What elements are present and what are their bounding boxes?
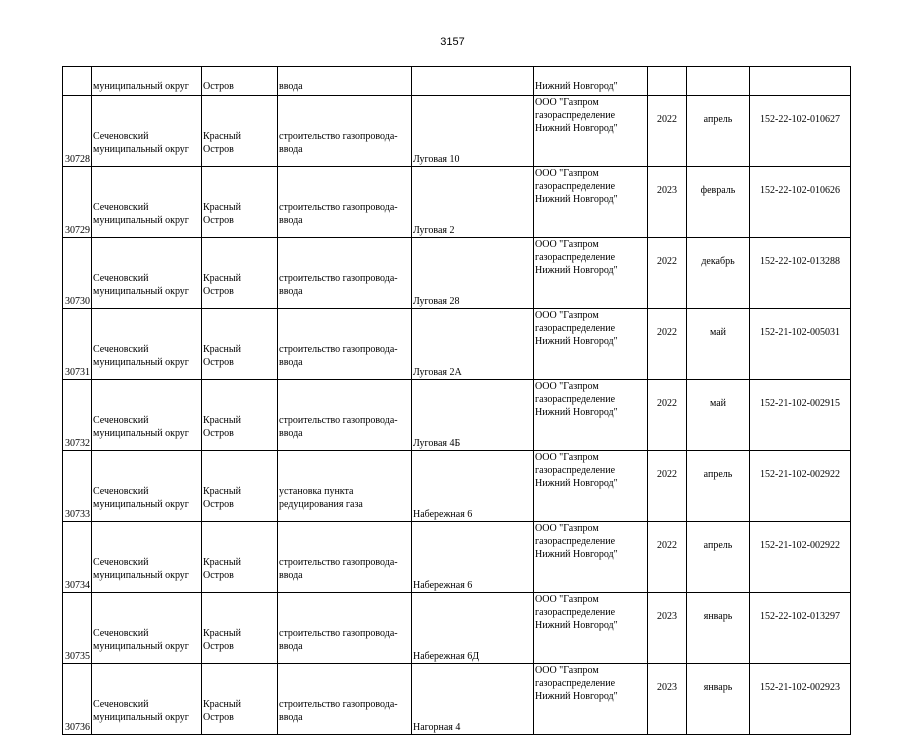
cell-work-line-2: ввода: [279, 428, 303, 439]
cell-district: [92, 522, 202, 593]
cell-work-line-1: строительство газопровода-: [279, 699, 398, 710]
cell-work-line-2: редуцирования газа: [279, 499, 363, 510]
cell-organization-line-2: газораспределение: [535, 323, 616, 334]
cell-locality-line-2: Остров: [203, 144, 234, 155]
cell-number: 152-21-102-005031: [750, 309, 851, 380]
cell-organization-line-1: ООО "Газпром: [535, 665, 599, 676]
cell-month: февраль: [687, 167, 750, 238]
cell-organization: Нижний Новгород": [534, 67, 648, 96]
cell-number: 152-21-102-002923: [750, 664, 851, 735]
cell-work: [278, 380, 412, 451]
cell-address: Луговая 10: [412, 96, 534, 167]
cell-organization-line-2: газораспределение: [535, 394, 616, 405]
cell-work: [278, 593, 412, 664]
cell-organization-line-2: газораспределение: [535, 110, 616, 121]
cell-locality: [202, 380, 278, 451]
cell-month: январь: [687, 664, 750, 735]
cell-year: 2023: [648, 593, 687, 664]
cell-organization-line-1: ООО "Газпром: [535, 594, 599, 605]
cell-locality-line-2: Остров: [203, 215, 234, 226]
gas-works-table: [62, 66, 851, 735]
cell-district-line-1: Сеченовский: [93, 699, 149, 710]
cell-address: Набережная 6Д: [412, 593, 534, 664]
cell-work: [278, 96, 412, 167]
cell-number: 152-22-102-013297: [750, 593, 851, 664]
cell-organization: [534, 522, 648, 593]
cell-id: 30729: [63, 167, 92, 238]
cell-locality-line-1: Красный: [203, 557, 241, 568]
cell-locality: [202, 664, 278, 735]
cell-locality: Остров: [202, 67, 278, 96]
cell-year: 2023: [648, 664, 687, 735]
cell-organization-line-1: ООО "Газпром: [535, 97, 599, 108]
cell-work: [278, 451, 412, 522]
cell-number: 152-21-102-002915: [750, 380, 851, 451]
cell-district-line-2: муниципальный округ: [93, 641, 189, 652]
cell-work: [278, 238, 412, 309]
table-row: [63, 522, 851, 593]
cell-locality-line-1: Красный: [203, 415, 241, 426]
table-row: [63, 167, 851, 238]
cell-work-line-2: ввода: [279, 357, 303, 368]
cell-locality: [202, 238, 278, 309]
cell-number: 152-22-102-013288: [750, 238, 851, 309]
cell-work: [278, 309, 412, 380]
cell-locality-line-2: Остров: [203, 570, 234, 581]
cell-district: [92, 167, 202, 238]
table-row: [63, 96, 851, 167]
cell-id: 30735: [63, 593, 92, 664]
cell-organization-line-3: Нижний Новгород": [535, 620, 618, 631]
cell-organization-line-1: ООО "Газпром: [535, 452, 599, 463]
cell-district-line-2: муниципальный округ: [93, 357, 189, 368]
cell-work-line-1: строительство газопровода-: [279, 628, 398, 639]
cell-locality-line-1: Красный: [203, 344, 241, 355]
cell-number: [750, 67, 851, 96]
table-row: [63, 664, 851, 735]
cell-district: [92, 593, 202, 664]
cell-organization: [534, 238, 648, 309]
cell-district-line-1: Сеченовский: [93, 131, 149, 142]
cell-district-line-1: Сеченовский: [93, 344, 149, 355]
cell-organization: [534, 309, 648, 380]
cell-address: Набережная 6: [412, 522, 534, 593]
cell-organization: [534, 96, 648, 167]
cell-month: апрель: [687, 96, 750, 167]
cell-work-line-1: строительство газопровода-: [279, 557, 398, 568]
cell-organization-line-3: Нижний Новгород": [535, 407, 618, 418]
cell-work-line-1: строительство газопровода-: [279, 415, 398, 426]
cell-organization-line-2: газораспределение: [535, 465, 616, 476]
cell-locality-line-1: Красный: [203, 273, 241, 284]
cell-year: 2022: [648, 96, 687, 167]
cell-locality-line-1: Красный: [203, 486, 241, 497]
cell-work-line-1: строительство газопровода-: [279, 131, 398, 142]
cell-district-line-1: Сеченовский: [93, 415, 149, 426]
cell-address: Нагорная 4: [412, 664, 534, 735]
cell-district: [92, 380, 202, 451]
cell-year: 2023: [648, 167, 687, 238]
cell-year: 2022: [648, 309, 687, 380]
cell-id: 30728: [63, 96, 92, 167]
cell-district-line-1: Сеченовский: [93, 557, 149, 568]
cell-work-line-1: строительство газопровода-: [279, 344, 398, 355]
cell-locality: [202, 167, 278, 238]
page-number: 3157: [440, 36, 465, 48]
cell-district-line-2: муниципальный округ: [93, 215, 189, 226]
cell-organization-line-3: Нижний Новгород": [535, 123, 618, 134]
cell-organization-line-1: ООО "Газпром: [535, 523, 599, 534]
cell-organization-line-3: Нижний Новгород": [535, 478, 618, 489]
cell-work-line-1: установка пункта: [279, 486, 354, 497]
cell-district-line-2: муниципальный округ: [93, 286, 189, 297]
cell-organization: [534, 380, 648, 451]
cell-district-line-2: муниципальный округ: [93, 712, 189, 723]
cell-locality-line-1: Красный: [203, 699, 241, 710]
cell-organization-line-3: Нижний Новгород": [535, 265, 618, 276]
cell-year: 2022: [648, 451, 687, 522]
cell-id: 30733: [63, 451, 92, 522]
cell-organization-line-1: ООО "Газпром: [535, 239, 599, 250]
cell-locality: [202, 96, 278, 167]
cell-organization-line-3: Нижний Новгород": [535, 549, 618, 560]
cell-id: 30730: [63, 238, 92, 309]
cell-number: 152-22-102-010626: [750, 167, 851, 238]
cell-number: 152-22-102-010627: [750, 96, 851, 167]
cell-id: 30734: [63, 522, 92, 593]
cell-year: 2022: [648, 522, 687, 593]
cell-number: 152-21-102-002922: [750, 451, 851, 522]
cell-work: [278, 167, 412, 238]
cell-organization-line-2: газораспределение: [535, 252, 616, 263]
cell-district-line-2: муниципальный округ: [93, 144, 189, 155]
cell-work: [278, 522, 412, 593]
cell-year: 2022: [648, 380, 687, 451]
table-row: [63, 238, 851, 309]
cell-work-line-2: ввода: [279, 286, 303, 297]
cell-year: 2022: [648, 238, 687, 309]
cell-locality-line-1: Красный: [203, 628, 241, 639]
cell-month: декабрь: [687, 238, 750, 309]
cell-month: май: [687, 309, 750, 380]
cell-organization-line-1: ООО "Газпром: [535, 310, 599, 321]
cell-locality-line-2: Остров: [203, 286, 234, 297]
cell-organization: [534, 167, 648, 238]
cell-district: [92, 451, 202, 522]
cell-locality-line-2: Остров: [203, 499, 234, 510]
cell-work-line-2: ввода: [279, 215, 303, 226]
table-row-continuation: [63, 67, 851, 96]
cell-month: апрель: [687, 451, 750, 522]
cell-locality-line-1: Красный: [203, 202, 241, 213]
cell-organization-line-3: Нижний Новгород": [535, 336, 618, 347]
cell-id: [63, 67, 92, 96]
cell-locality: [202, 309, 278, 380]
cell-district: [92, 238, 202, 309]
cell-district-line-2: муниципальный округ: [93, 499, 189, 510]
cell-organization-line-2: газораспределение: [535, 181, 616, 192]
cell-address: Луговая 2А: [412, 309, 534, 380]
cell-organization-line-3: Нижний Новгород": [535, 194, 618, 205]
cell-work-line-1: строительство газопровода-: [279, 202, 398, 213]
cell-organization-line-1: ООО "Газпром: [535, 381, 599, 392]
table-row: [63, 451, 851, 522]
cell-work-line-2: ввода: [279, 144, 303, 155]
table-row: [63, 309, 851, 380]
cell-month: январь: [687, 593, 750, 664]
cell-id: 30731: [63, 309, 92, 380]
cell-organization: [534, 664, 648, 735]
cell-address: Набережная 6: [412, 451, 534, 522]
cell-work-line-2: ввода: [279, 712, 303, 723]
cell-address: [412, 67, 534, 96]
cell-organization: [534, 451, 648, 522]
cell-number: 152-21-102-002922: [750, 522, 851, 593]
cell-organization-line-1: ООО "Газпром: [535, 168, 599, 179]
cell-locality-line-2: Остров: [203, 641, 234, 652]
cell-locality-line-2: Остров: [203, 712, 234, 723]
cell-district: [92, 309, 202, 380]
cell-district: [92, 664, 202, 735]
cell-organization-line-2: газораспределение: [535, 607, 616, 618]
table-row: [63, 593, 851, 664]
cell-month: [687, 67, 750, 96]
cell-year: [648, 67, 687, 96]
cell-district: [92, 96, 202, 167]
cell-district-line-1: Сеченовский: [93, 273, 149, 284]
cell-district-line-1: Сеченовский: [93, 202, 149, 213]
cell-organization: [534, 593, 648, 664]
cell-locality: [202, 522, 278, 593]
cell-address: Луговая 4Б: [412, 380, 534, 451]
cell-district-line-1: Сеченовский: [93, 486, 149, 497]
cell-work: [278, 664, 412, 735]
cell-work-line-2: ввода: [279, 641, 303, 652]
cell-work-line-2: ввода: [279, 570, 303, 581]
cell-organization-line-2: газораспределение: [535, 536, 616, 547]
cell-id: 30732: [63, 380, 92, 451]
cell-locality-line-2: Остров: [203, 428, 234, 439]
cell-district-line-2: муниципальный округ: [93, 570, 189, 581]
cell-organization-line-3: Нижний Новгород": [535, 691, 618, 702]
cell-district: муниципальный округ: [92, 67, 202, 96]
cell-address: Луговая 2: [412, 167, 534, 238]
cell-work: ввода: [278, 67, 412, 96]
cell-locality-line-2: Остров: [203, 357, 234, 368]
cell-locality: [202, 593, 278, 664]
cell-id: 30736: [63, 664, 92, 735]
cell-organization-line-2: газораспределение: [535, 678, 616, 689]
cell-district-line-1: Сеченовский: [93, 628, 149, 639]
cell-month: май: [687, 380, 750, 451]
cell-locality: [202, 451, 278, 522]
cell-address: Луговая 28: [412, 238, 534, 309]
cell-work-line-1: строительство газопровода-: [279, 273, 398, 284]
cell-district-line-2: муниципальный округ: [93, 428, 189, 439]
cell-locality-line-1: Красный: [203, 131, 241, 142]
cell-month: апрель: [687, 522, 750, 593]
table-row: [63, 380, 851, 451]
